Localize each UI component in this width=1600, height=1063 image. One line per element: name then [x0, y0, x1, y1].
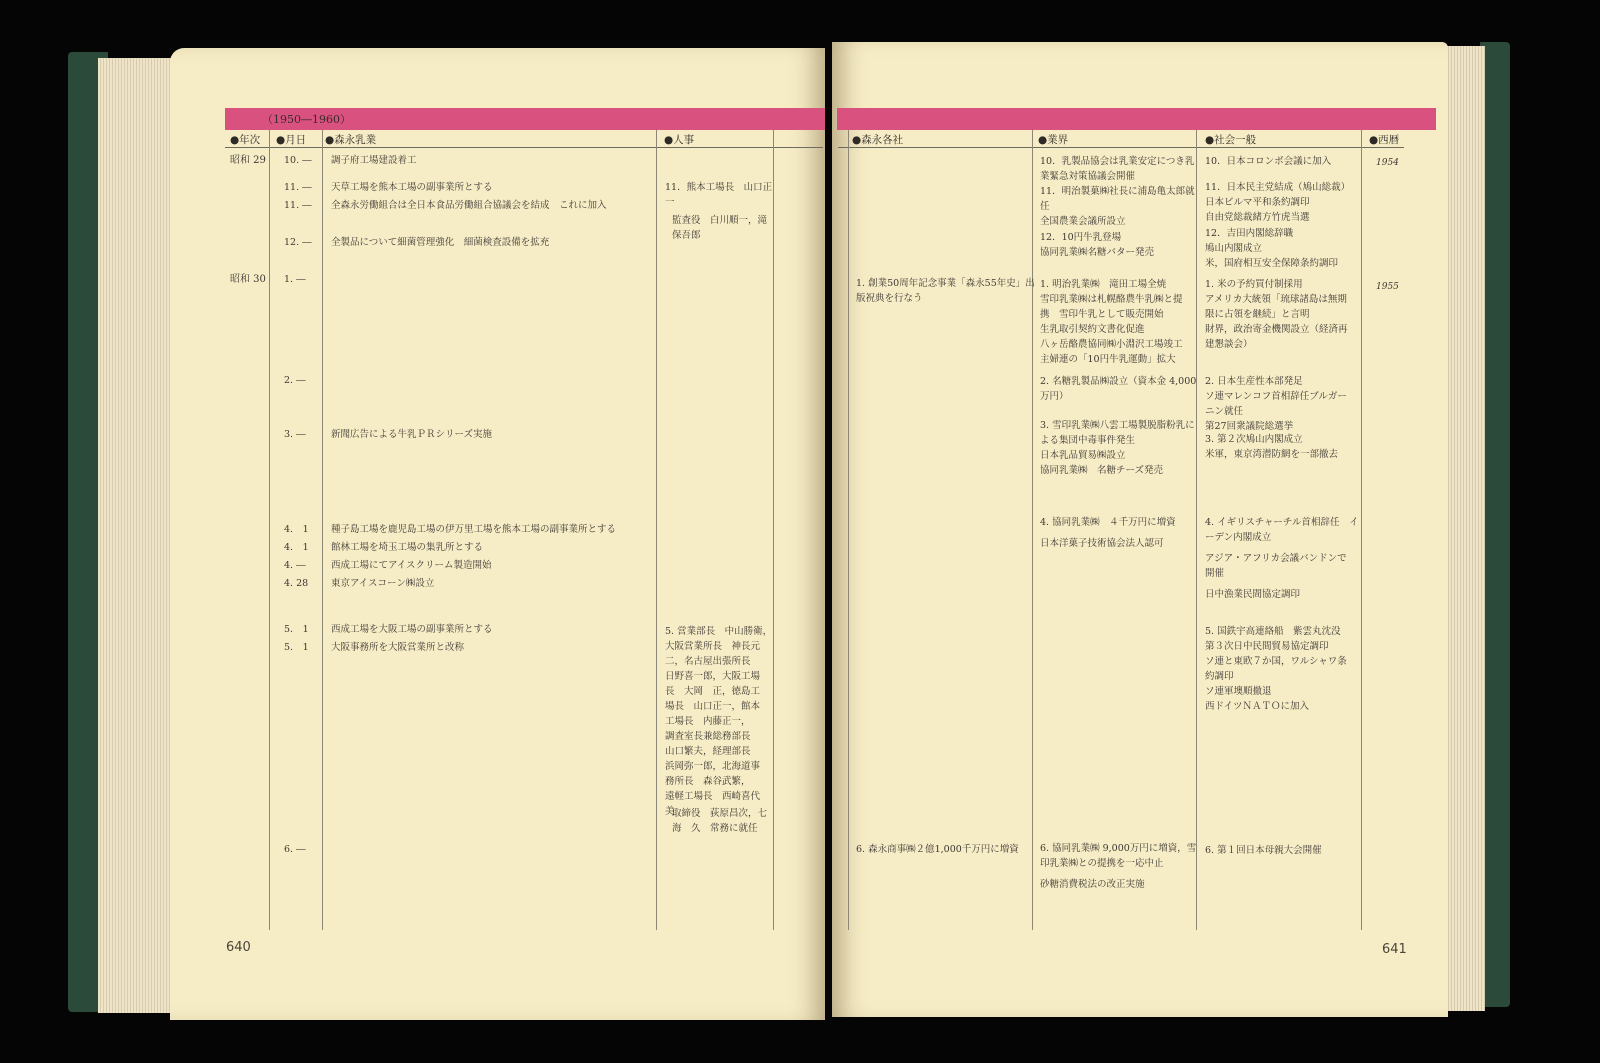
text-line: 一	[665, 197, 675, 208]
row-event: 大阪事務所を大阪営業所と改称	[331, 642, 465, 653]
row-date: 6. ―	[284, 844, 306, 855]
header-group: ●森永各社	[852, 134, 904, 146]
row-date: 4. 1	[284, 542, 309, 553]
text-line: 二，名古屋出張所長	[665, 656, 751, 667]
text-line: 浜岡弥一郎，北海道事	[665, 761, 761, 772]
text-line: 財界，政治寄金機関設立（経済再	[1205, 324, 1348, 335]
text-line: 美	[665, 806, 675, 817]
text-line: 版祝典を行なう	[856, 293, 923, 304]
text-line: 2. 日本生産性本部発足	[1205, 376, 1303, 387]
text-line: 6. 協同乳業㈱ 9,000万円に増資，雪	[1040, 843, 1197, 854]
text-line: 八ヶ岳酪農協同㈱小淵沢工場竣工	[1040, 339, 1183, 350]
text-line: 5. 営業部長 中山勝衛，	[665, 626, 773, 637]
text-line: 任	[1040, 201, 1050, 212]
text-line: 4. 協同乳業㈱ ４千万円に増資	[1040, 517, 1176, 528]
industry-entry	[1040, 230, 1154, 260]
society-entry	[1205, 277, 1348, 352]
text-line: 第27回衆議院総選挙	[1205, 421, 1294, 432]
text-line: ーデン内閣成立	[1205, 532, 1272, 543]
page-number-right: 641	[1382, 942, 1407, 957]
header-western: ●西暦	[1369, 134, 1400, 146]
text-line: 1. 明治乳業㈱ 滝田工場全焼	[1040, 279, 1167, 290]
header-morinaga: ●森永乳業	[325, 134, 377, 146]
row-date: 4. ―	[284, 560, 306, 571]
row-date: 11. ―	[284, 182, 312, 193]
text-line: 6. 第１回日本母親大会開催	[1205, 845, 1322, 856]
text-line: 6. 森永商事㈱２億1,000千万円に増資	[856, 844, 1019, 855]
text-line: 10．日本コロンボ会議に加入	[1205, 156, 1332, 167]
text-line: 1. 米の予約買付制採用	[1205, 279, 1303, 290]
row-event: 調子府工場建設着工	[331, 155, 417, 166]
text-line: 携 雪印牛乳として販売開始	[1040, 309, 1164, 320]
text-line: 印乳業㈱との提携を一応中止	[1040, 858, 1164, 869]
text-line: 3. 第２次鳩山内閣成立	[1205, 434, 1303, 445]
row-date: 4. 28	[284, 578, 309, 589]
text-line: 米軍，東京湾潜防網を一部撤去	[1205, 449, 1339, 460]
text-line: 11．日本民主党結成（鳩山総裁）	[1205, 182, 1351, 193]
text-line: よる集団中毒事件発生	[1040, 435, 1136, 446]
personnel-entry	[665, 624, 772, 819]
header-rule-left	[225, 147, 823, 148]
text-line: ニン就任	[1205, 406, 1244, 417]
text-line: 全国農業会議所設立	[1040, 216, 1126, 227]
text-line: 生乳取引契約文書化促進	[1040, 324, 1145, 335]
row-date: 12. ―	[284, 237, 312, 248]
western-year: 1955	[1376, 282, 1399, 292]
column-divider	[773, 130, 774, 930]
text-line: 米，国府相互安全保障条約調印	[1205, 258, 1339, 269]
row-event: 全製品について細菌管理強化 細菌検査設備を拡充	[331, 237, 550, 248]
period-label: （1950―1960）	[262, 113, 351, 126]
text-line: 工場長 内藤正一，	[665, 716, 751, 727]
column-divider	[322, 130, 323, 930]
header-society: ●社会一般	[1205, 134, 1257, 146]
text-line: 主婦連の「10円牛乳運動」拡大	[1040, 354, 1176, 365]
row-event: 全森永労働組合は全日本食品労働組合協議会を結成 これに加入	[331, 200, 607, 211]
text-line: 業緊急対策協議会開催	[1040, 171, 1136, 182]
text-line: 監査役 白川順一，滝	[672, 215, 768, 226]
personnel-entry	[672, 806, 767, 836]
text-line: 遠軽工場長 西崎喜代	[665, 791, 761, 802]
text-line: 開催	[1205, 568, 1225, 579]
text-line: 日野喜一郎，大阪工場	[665, 671, 761, 682]
text-line: 日本洋菓子技術協会法人認可	[1040, 538, 1164, 549]
text-line: 協同乳業㈱ 名糖チーズ発売	[1040, 465, 1164, 476]
text-line: 限に占領を継続」と言明	[1205, 309, 1310, 320]
text-line: 1. 創業50周年記念事業「森永55年史」出	[856, 278, 1035, 289]
row-event: 新聞広告による牛乳ＰＲシリーズ実施	[331, 429, 493, 440]
header-band-right	[837, 108, 1436, 130]
text-line: 自由党総裁緒方竹虎当選	[1205, 212, 1310, 223]
society-entry	[1205, 180, 1350, 225]
text-line: 務所長 森谷武繁，	[665, 776, 751, 787]
row-date: 4. 1	[284, 524, 309, 535]
text-line: 長 大岡 正，徳島工	[665, 686, 761, 697]
text-line: 建懇談会）	[1205, 339, 1253, 350]
group-entry	[856, 276, 1035, 306]
group-entry	[856, 842, 1019, 857]
header-month-day: ●月日	[276, 134, 307, 146]
row-date: 5. 1	[284, 624, 309, 635]
text-line: 5. 国鉄宇高連絡船 紫雲丸沈没	[1205, 626, 1341, 637]
column-divider	[848, 130, 849, 930]
row-date: 5. 1	[284, 642, 309, 653]
text-line: 万円）	[1040, 391, 1069, 402]
text-line: 砂糖消費税法の改正実施	[1040, 879, 1145, 890]
text-line: ソ連軍墺順撤退	[1205, 686, 1272, 697]
industry-entry	[1040, 841, 1196, 892]
text-line: 約調印	[1205, 671, 1234, 682]
row-date: 2. ―	[284, 375, 306, 386]
header-rule-right	[838, 147, 1404, 148]
text-line: 海 久 常務に就任	[672, 823, 758, 834]
text-line: 協同乳業㈱名糖バター発売	[1040, 247, 1155, 258]
text-line: 西ドイツＮＡＴＯに加入	[1205, 701, 1310, 712]
text-line: 日中漁業民間協定調印	[1205, 589, 1301, 600]
text-line: 第３次日中民間貿易協定調印	[1205, 641, 1329, 652]
text-line: 雪印乳業㈱は札幌酪農牛乳㈱と提	[1040, 294, 1183, 305]
personnel-entry	[665, 180, 772, 210]
personnel-entry	[672, 213, 767, 243]
text-line: 日本乳品貿易㈱設立	[1040, 450, 1126, 461]
row-event: 西成工場にてアイスクリーム製造開始	[331, 560, 492, 571]
column-divider	[269, 130, 270, 930]
industry-entry	[1040, 515, 1176, 551]
header-year: ●年次	[230, 134, 261, 146]
page-edges-left	[98, 58, 176, 1013]
society-entry	[1205, 154, 1331, 169]
page-number-left: 640	[226, 940, 251, 955]
column-divider	[1032, 130, 1033, 930]
row-event: 西成工場を大阪工場の副事業所とする	[331, 624, 493, 635]
text-line: 12．10円牛乳登場	[1040, 232, 1122, 243]
text-line: 取締役 荻原昌次，七	[672, 808, 768, 819]
column-divider	[656, 130, 657, 930]
industry-entry	[1040, 374, 1196, 404]
row-date: 3. ―	[284, 429, 306, 440]
industry-entry	[1040, 418, 1195, 478]
industry-entry	[1040, 277, 1183, 367]
society-entry	[1205, 843, 1322, 858]
header-personnel: ●人事	[664, 134, 695, 146]
text-line: アジア・アフリカ会議バンドンで	[1205, 553, 1347, 564]
text-line: 4. イギリスチャーチル首相辞任 イ	[1205, 517, 1359, 528]
text-line: 12．吉田内閣総辞職	[1205, 228, 1294, 239]
row-date: 1. ―	[284, 274, 306, 285]
text-line: 場長 山口正一，館本	[665, 701, 761, 712]
text-line: 調査室長兼総務部長	[665, 731, 751, 742]
society-entry	[1205, 515, 1358, 602]
industry-entry	[1040, 154, 1195, 229]
society-entry	[1205, 374, 1347, 434]
society-entry	[1205, 624, 1347, 714]
year-label: 昭和 30	[230, 274, 266, 285]
text-line: 11．熊本工場長 山口正	[665, 182, 773, 193]
text-line: 鳩山内閣成立	[1205, 243, 1263, 254]
text-line: 保吾郎	[672, 230, 701, 241]
year-label: 昭和 29	[230, 155, 266, 166]
text-line: 日本ビルマ平和条約調印	[1205, 197, 1310, 208]
header-industry: ●業界	[1038, 134, 1069, 146]
row-event: 種子島工場を鹿児島工場の伊万里工場を熊本工場の副事業所とする	[331, 524, 617, 535]
text-line: 3. 雪印乳業㈱八雲工場製脱脂粉乳に	[1040, 420, 1195, 431]
row-event: 天草工場を熊本工場の副事業所とする	[331, 182, 493, 193]
text-line: ソ連と東欧７か国，ワルシャワ条	[1205, 656, 1347, 667]
column-divider	[1361, 130, 1362, 930]
text-line: 2. 名糖乳製品㈱設立（資本金 4,000	[1040, 376, 1197, 387]
row-date: 10. ―	[284, 155, 312, 166]
text-line: 11．明治製菓㈱社長に浦島亀太郎就	[1040, 186, 1195, 197]
western-year: 1954	[1376, 158, 1399, 168]
text-line: アメリカ大統領「琉球諸島は無期	[1205, 294, 1347, 305]
text-line: 10．乳製品協会は乳業安定につき乳	[1040, 156, 1195, 167]
row-event: 館林工場を埼玉工場の集乳所とする	[331, 542, 484, 553]
column-divider	[1196, 130, 1197, 930]
row-date: 11. ―	[284, 200, 312, 211]
text-line: 大阪営業所長 神長元	[665, 641, 761, 652]
society-entry	[1205, 432, 1338, 462]
row-event: 東京アイスコーン㈱設立	[331, 578, 435, 589]
text-line: ソ連マレンコフ首相辞任ブルガー	[1205, 391, 1347, 402]
society-entry	[1205, 226, 1338, 271]
text-line: 山口繁夫，経理部長	[665, 746, 751, 757]
